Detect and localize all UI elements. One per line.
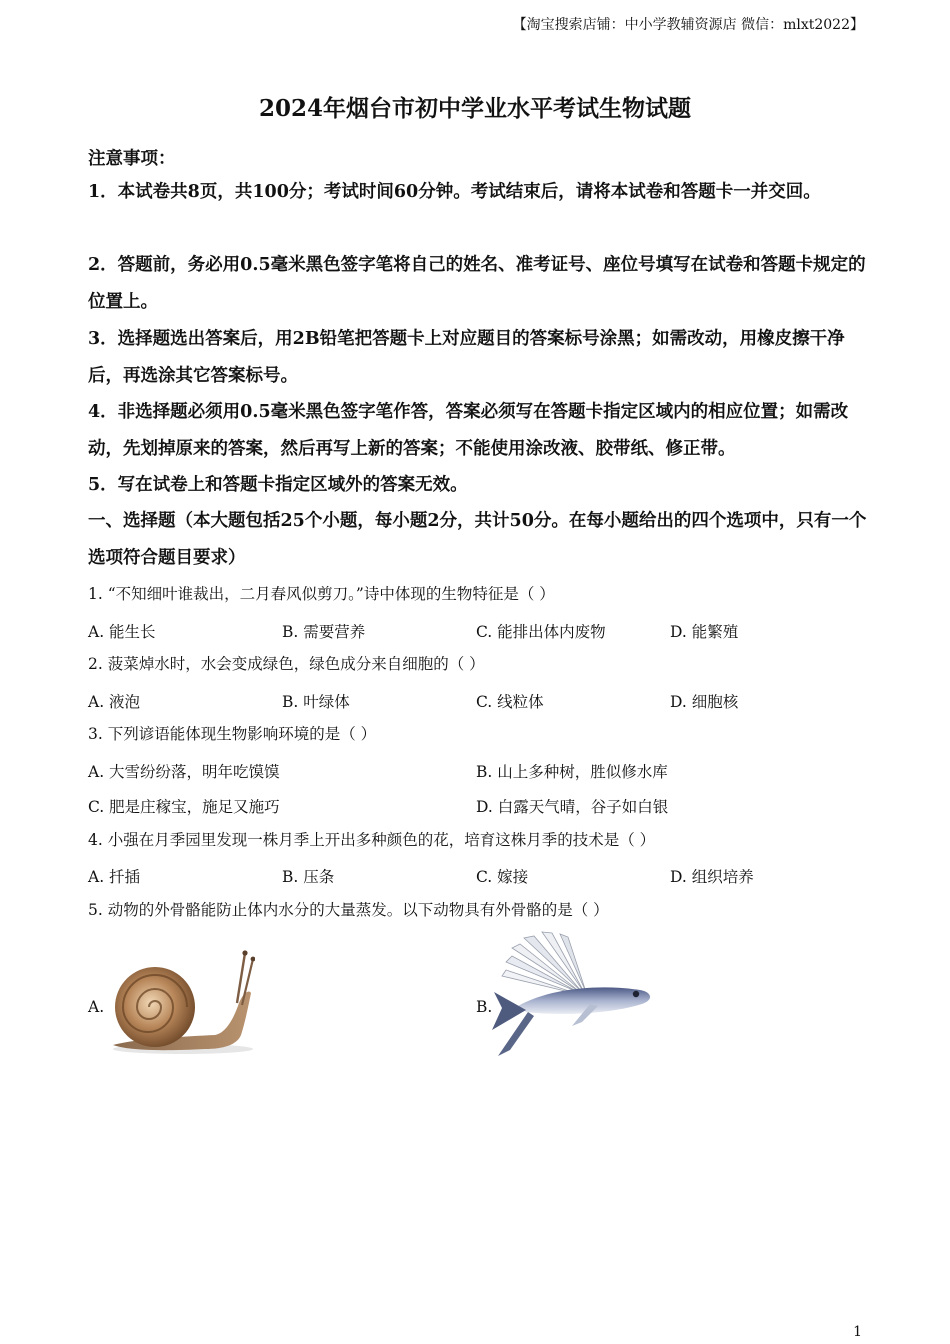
snail-image [105, 945, 255, 1057]
question-4-option-d: D. 组织培养 [670, 868, 754, 886]
question-4-option-b: B. 压条 [282, 868, 335, 886]
question-3-stem: 3. 下列谚语能体现生物影响环境的是（ ） [88, 725, 377, 743]
question-1-stem: 1. “不知细叶谁裁出，二月春风似剪刀。”诗中体现的生物特征是（ ） [88, 585, 555, 603]
notice-item-1: 1．本试卷共8页，共100分；考试时间60分钟。考试结束后，请将本试卷和答题卡一并交回。 [88, 182, 821, 202]
question-2-option-b: B. 叶绿体 [282, 693, 350, 711]
question-1-option-c: C. 能排出体内废物 [476, 623, 606, 641]
question-2-option-c: C. 线粒体 [476, 693, 544, 711]
notice-item-4: 4．非选择题必须用0.5毫米黑色签字笔作答，答案必须写在答题卡指定区域内的相应位置；如需改动，先划掉原来的答案，然后再写上新的答案；不能使用涂改液、胶带纸、修正带。 [88, 402, 849, 459]
header-note: 【淘宝搜索店铺：中小学教辅资源店 微信：mlxt2022】 [512, 17, 864, 33]
snail-icon [105, 945, 255, 1057]
question-4-stem: 4. 小强在月季园里发现一株月季上开出多种颜色的花，培育这株月季的技术是（ ） [88, 831, 656, 849]
question-5-option-b: B. [476, 998, 493, 1016]
notice-item-5: 5．写在试卷上和答题卡指定区域外的答案无效。 [88, 475, 468, 495]
question-3-option-b: B. 山上多种树，胜似修水库 [476, 763, 668, 781]
page-number: 1 [853, 1324, 862, 1340]
question-2-option-a: A. 液泡 [88, 693, 141, 711]
section-heading: 一、选择题（本大题包括25个小题，每小题2分，共计50分。在每小题给出的四个选项中，只有一个选项符合题目要求） [88, 511, 867, 568]
question-1-option-a: A. 能生长 [88, 623, 156, 641]
notice-heading: 注意事项： [88, 149, 176, 169]
question-1-option-d: D. 能繁殖 [670, 623, 739, 641]
page-title: 2024年烟台市初中学业水平考试生物试题 [258, 95, 691, 122]
question-1-option-b: B. 需要营养 [282, 623, 366, 641]
flying-fish-icon [490, 930, 655, 1060]
question-3-option-a: A. 大雪纷纷落，明年吃馍馍 [88, 763, 280, 781]
question-3-option-d: D. 白露天气晴，谷子如白银 [476, 798, 669, 816]
question-2-stem: 2. 菠菜焯水时，水会变成绿色，绿色成分来自细胞的（ ） [88, 655, 485, 673]
question-2-option-d: D. 细胞核 [670, 693, 739, 711]
notice-item-2: 2．答题前，务必用0.5毫米黑色签字笔将自己的姓名、准考证号、座位号填写在试卷和答题卡规定的位置上。 [88, 255, 866, 312]
question-5-stem: 5. 动物的外骨骼能防止体内水分的大量蒸发。以下动物具有外骨骼的是（ ） [88, 901, 609, 919]
question-3-option-c: C. 肥是庄稼宝，施足又施巧 [88, 798, 280, 816]
question-4-option-c: C. 嫁接 [476, 868, 529, 886]
question-4-option-a: A. 扦插 [88, 868, 141, 886]
flying-fish-image [490, 930, 655, 1060]
question-5-option-a: A. [88, 998, 105, 1016]
notice-item-3: 3．选择题选出答案后，用2B铅笔把答题卡上对应题目的答案标号涂黑；如需改动，用橡皮擦干净后，再选涂其它答案标号。 [88, 329, 845, 386]
